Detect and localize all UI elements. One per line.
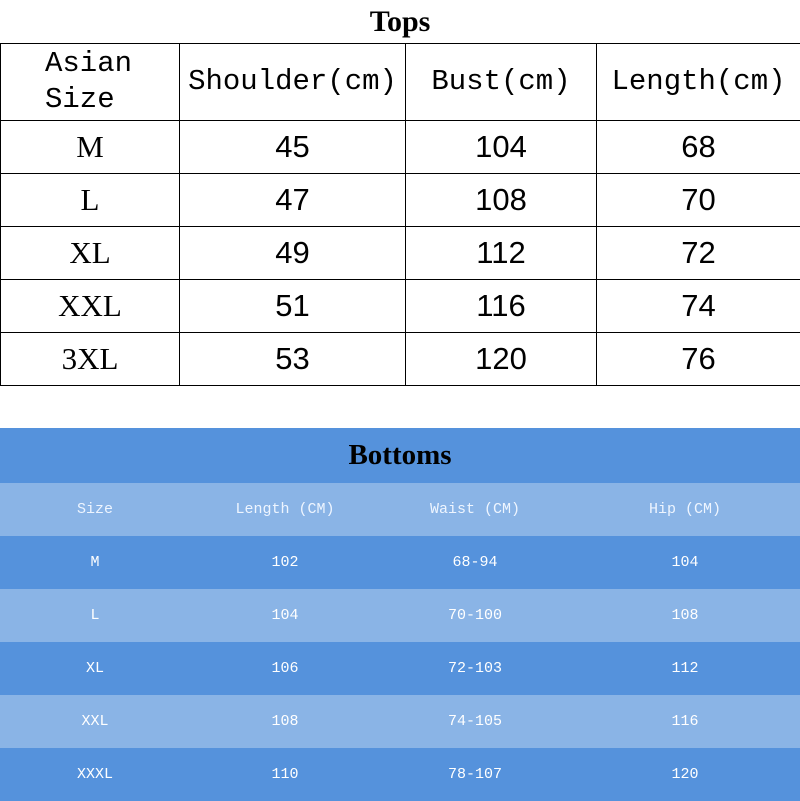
length-cell: 74 bbox=[597, 280, 800, 333]
header-bust: Bust(cm) bbox=[406, 44, 597, 121]
size-cell: XL bbox=[1, 227, 180, 280]
header-size-label: Size bbox=[45, 83, 115, 116]
header-asian-label: Asian bbox=[45, 47, 132, 80]
header-size: Size bbox=[0, 501, 190, 518]
length-cell: 68 bbox=[597, 121, 800, 174]
size-cell: XXL bbox=[1, 280, 180, 333]
bottoms-header-row bbox=[0, 483, 800, 536]
size-cell: XXL bbox=[0, 713, 190, 730]
shoulder-cell: 51 bbox=[180, 280, 406, 333]
length-cell: 70 bbox=[597, 174, 800, 227]
length-cell: 72 bbox=[597, 227, 800, 280]
length-cell: 76 bbox=[597, 333, 800, 386]
size-cell: L bbox=[1, 174, 180, 227]
length-cell: 106 bbox=[190, 660, 380, 677]
table-row bbox=[1, 280, 800, 333]
length-cell: 108 bbox=[190, 713, 380, 730]
header-asian-size bbox=[1, 44, 180, 121]
waist-cell: 78-107 bbox=[380, 766, 570, 783]
bust-cell: 116 bbox=[406, 280, 597, 333]
shoulder-cell: 45 bbox=[180, 121, 406, 174]
size-cell: 3XL bbox=[1, 333, 180, 386]
hip-cell: 112 bbox=[570, 660, 800, 677]
shoulder-cell: 47 bbox=[180, 174, 406, 227]
hip-cell: 120 bbox=[570, 766, 800, 783]
table-row bbox=[1, 227, 800, 280]
size-cell: M bbox=[1, 121, 180, 174]
length-cell: 102 bbox=[190, 554, 380, 571]
waist-cell: 74-105 bbox=[380, 713, 570, 730]
table-row bbox=[1, 174, 800, 227]
size-cell: XL bbox=[0, 660, 190, 677]
bust-cell: 108 bbox=[406, 174, 597, 227]
bust-cell: 112 bbox=[406, 227, 597, 280]
hip-cell: 104 bbox=[570, 554, 800, 571]
bust-cell: 120 bbox=[406, 333, 597, 386]
header-waist: Waist (CM) bbox=[380, 501, 570, 518]
bottoms-size-table bbox=[0, 428, 800, 800]
size-cell: XXXL bbox=[0, 766, 190, 783]
table-row bbox=[0, 695, 800, 748]
shoulder-cell: 49 bbox=[180, 227, 406, 280]
hip-cell: 116 bbox=[570, 713, 800, 730]
tops-size-table bbox=[0, 43, 800, 386]
table-row bbox=[0, 536, 800, 589]
hip-cell: 108 bbox=[570, 607, 800, 624]
length-cell: 104 bbox=[190, 607, 380, 624]
bust-cell: 104 bbox=[406, 121, 597, 174]
size-cell: L bbox=[0, 607, 190, 624]
waist-cell: 70-100 bbox=[380, 607, 570, 624]
waist-cell: 72-103 bbox=[380, 660, 570, 677]
length-cell: 110 bbox=[190, 766, 380, 783]
table-row bbox=[0, 589, 800, 642]
waist-cell: 68-94 bbox=[380, 554, 570, 571]
tops-title: Tops bbox=[0, 0, 800, 44]
header-length: Length (CM) bbox=[190, 501, 380, 518]
bottoms-title: Bottoms bbox=[0, 428, 800, 483]
header-hip: Hip (CM) bbox=[570, 501, 800, 518]
table-row bbox=[1, 121, 800, 174]
table-row bbox=[0, 748, 800, 801]
table-row bbox=[0, 642, 800, 695]
header-length: Length(cm) bbox=[597, 44, 800, 121]
size-cell: M bbox=[0, 554, 190, 571]
tops-header-row bbox=[1, 44, 800, 121]
header-shoulder: Shoulder(cm) bbox=[180, 44, 406, 121]
table-row bbox=[1, 333, 800, 386]
shoulder-cell: 53 bbox=[180, 333, 406, 386]
